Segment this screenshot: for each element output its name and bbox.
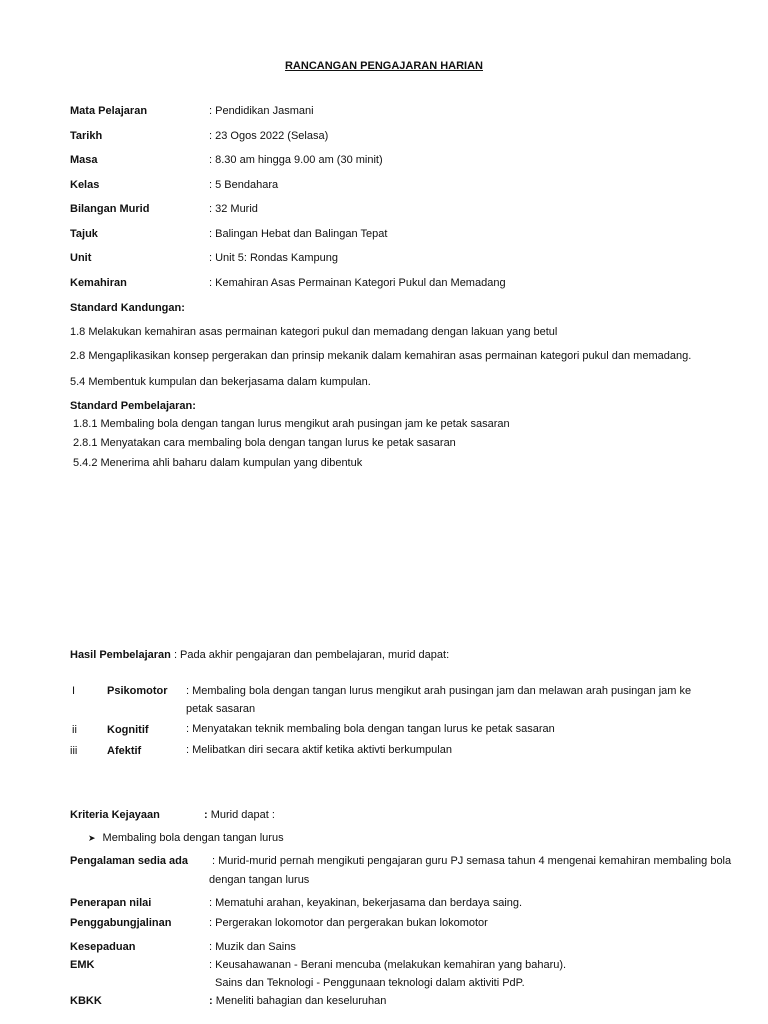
kbkk-value: Meneliti bahagian dan keseluruhan [212, 995, 387, 1007]
emk-value-cont: Sains dan Teknologi - Penggunaan teknologi dalam aktiviti PdP. [215, 977, 525, 989]
info-label: Tarikh [70, 130, 103, 142]
kesepaduan-value: : Muzik dan Sains [209, 941, 296, 953]
penggabungjalinan-value: : Pergerakan lokomotor dan pergerakan bukan lokomotor [209, 917, 488, 929]
kesepaduan-label: Kesepaduan [70, 941, 136, 953]
hasil-num: I [72, 685, 76, 697]
info-value: : Unit 5: Rondas Kampung [209, 252, 339, 264]
info-value: : Balingan Hebat dan Balingan Tepat [209, 228, 388, 240]
emk-label: EMK [70, 959, 95, 971]
pengalaman-label: Pengalaman sedia ada [70, 855, 188, 867]
penerapan-value: : Mematuhi arahan, keyakinan, bekerjasama dan berdaya saing. [209, 897, 523, 909]
kriteria-line [204, 809, 275, 821]
hasil-pembelajaran-line [70, 649, 449, 661]
hasil-domain: Kognitif [107, 724, 149, 736]
info-value: : 8.30 am hingga 9.00 am (30 minit) [209, 154, 383, 166]
hasil-num: ii [72, 724, 77, 736]
standard-kandungan-item: 2.8 Mengaplikasikan konsep pergerakan dan prinsip mekanik dalam kemahiran asas permainan kategori pukul dan memadang. [70, 350, 692, 362]
info-value: : 23 Ogos 2022 (Selasa) [209, 130, 329, 142]
kbkk-colon: : [209, 995, 213, 1007]
hasil-pembelajaran-label: Hasil Pembelajaran [70, 649, 171, 661]
info-label: Unit [70, 252, 92, 264]
hasil-desc: : Membaling bola dengan tangan lurus mengikut arah pusingan jam dan melawan arah pusingan jam ke [186, 685, 692, 697]
kbkk-label: KBKK [70, 995, 102, 1007]
standard-kandungan-heading: Standard Kandungan: [70, 302, 185, 314]
arrow-bullet-icon: ➤ [88, 833, 96, 843]
info-label: Kemahiran [70, 277, 127, 289]
penerapan-label: Penerapan nilai [70, 897, 152, 909]
standard-kandungan-item: 1.8 Melakukan kemahiran asas permainan kategori pukul dan memadang dengan lakuan yang betul [70, 326, 558, 338]
hasil-domain: Psikomotor [107, 685, 168, 697]
standard-kandungan-item: 5.4 Membentuk kumpulan dan bekerjasama dalam kumpulan. [70, 376, 371, 388]
hasil-domain: Afektif [107, 745, 142, 757]
info-value: : Kemahiran Asas Permainan Kategori Pukul dan Memadang [209, 277, 506, 289]
hasil-pembelajaran-text: : Pada akhir pengajaran dan pembelajaran, murid dapat: [170, 649, 450, 661]
info-label: Tajuk [70, 228, 98, 240]
info-label: Mata Pelajaran [70, 105, 148, 117]
hasil-desc: : Melibatkan diri secara aktif ketika aktivti berkumpulan [186, 744, 452, 756]
standard-pembelajaran-item: 5.4.2 Menerima ahli baharu dalam kumpulan yang dibentuk [73, 457, 363, 469]
kriteria-bullet-item [88, 832, 284, 844]
info-value: : 32 Murid [209, 203, 258, 215]
penggabungjalinan-label: Penggabungjalinan [70, 917, 172, 929]
pengalaman-value: : Murid-murid pernah mengikuti pengajaran guru PJ semasa tahun 4 mengenai kemahiran membaling bola [212, 855, 732, 867]
standard-pembelajaran-item: 2.8.1 Menyatakan cara membaling bola dengan tangan lurus ke petak sasaran [73, 437, 456, 449]
info-label: Masa [70, 154, 98, 166]
kriteria-label: Kriteria Kejayaan [70, 809, 160, 821]
hasil-desc: : Menyatakan teknik membaling bola dengan tangan lurus ke petak sasaran [186, 723, 555, 735]
hasil-num: iii [70, 745, 78, 757]
kriteria-colon: : [204, 809, 208, 821]
standard-pembelajaran-heading: Standard Pembelajaran: [70, 400, 196, 412]
info-label: Bilangan Murid [70, 203, 150, 215]
emk-value: : Keusahawanan - Berani mencuba (melakukan kemahiran yang baharu). [209, 959, 567, 971]
kbkk-line [209, 995, 386, 1007]
info-value: : Pendidikan Jasmani [209, 105, 314, 117]
page-title: RANCANGAN PENGAJARAN HARIAN [284, 60, 483, 72]
standard-pembelajaran-item: 1.8.1 Membaling bola dengan tangan lurus mengikut arah pusingan jam ke petak sasaran [73, 418, 510, 430]
info-value: : 5 Bendahara [209, 179, 279, 191]
kriteria-text: Murid dapat : [207, 809, 275, 821]
info-label: Kelas [70, 179, 100, 191]
pengalaman-value-cont: dengan tangan lurus [209, 874, 310, 886]
kriteria-bullet-text: Membaling bola dengan tangan lurus [102, 832, 284, 844]
hasil-desc-cont: petak sasaran [186, 703, 256, 715]
